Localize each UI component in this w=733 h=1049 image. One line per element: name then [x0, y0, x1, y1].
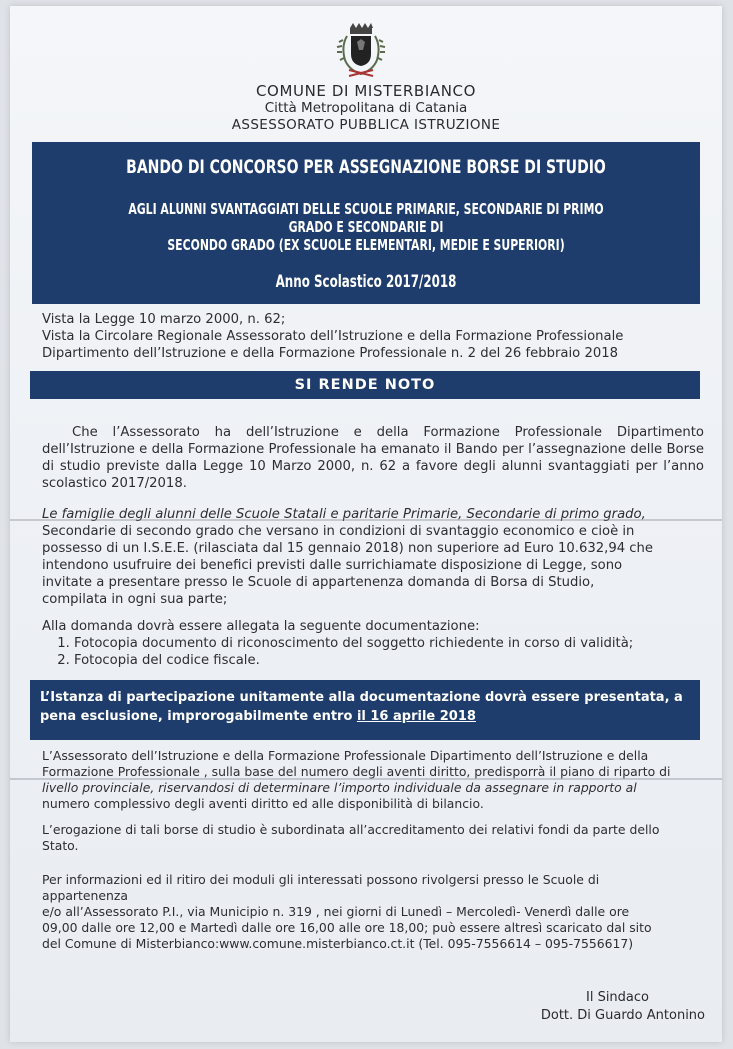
vista-line: Vista la Legge 10 marzo 2000, n. 62;	[42, 312, 286, 327]
documentazione-list	[42, 635, 704, 669]
istanza-text: pena esclusione, improrogabilmente entro	[40, 709, 357, 724]
paragraph-line: Le famiglie degli alunni delle Scuole Statali e paritarie Primarie, Secondarie di primo grado,	[42, 507, 646, 522]
title-line-3: SECONDO GRADO (EX SCUOLE ELEMENTARI, MEDIE E SUPERIORI)	[167, 236, 565, 254]
vista-line: Dipartimento dell’Istruzione e della Formazione Professionale n. 2 del 26 febbraio 2018	[42, 346, 618, 361]
paragraph-line: 09,00 dalle ore 12,00 e Martedì dalle ore 16,00 alle ore 18,00; può essere altresì scaricato dal sito	[42, 920, 652, 935]
paragraph-line: e/o all’Assessorato P.I., via Municipio n. 319 , nei giorni di Lunedì – Mercoledì- Venerdì dalle ore	[42, 904, 630, 919]
coat-of-arms-icon	[333, 16, 389, 80]
paragraph-bando-text: Che l’Assessorato ha dell’Istruzione e della Formazione Professionale Dipartimento dell’Istruzione e della Formazione Professionale ha emanato il Bando per l’assegnazione delle Borse di studio previste dalla Legge 10 Marzo 2000, n. 62 a favore degli alunni svantaggiati per l’anno scolastico 2017/2018.	[42, 425, 704, 491]
paragraph-line: Formazione Professionale , sulla base del numero degli aventi diritto, predisporrà il piano di riparto di	[42, 764, 671, 779]
istanza-banner	[30, 680, 700, 740]
signature-block	[450, 989, 705, 1025]
vista-block	[42, 311, 702, 362]
documentazione-block	[42, 618, 704, 669]
paragraph-line: possesso di un I.S.E.E. (rilasciata dal 15 gennaio 2018) non superiore ad Euro 10.632,94 che	[42, 541, 654, 556]
paragraph-erogazione	[42, 822, 710, 854]
vista-line: Vista la Circolare Regionale Assessorato dell’Istruzione e della Formazione Professionale	[42, 329, 624, 344]
paragraph-line: appartenenza	[42, 888, 128, 903]
notice-poster	[10, 6, 722, 1042]
title-line-1: BANDO DI CONCORSO PER ASSEGNAZIONE BORSE DI STUDIO	[126, 156, 606, 178]
paragraph-line: del Comune di Misterbianco:www.comune.misterbianco.ct.it (Tel. 095-7556614 – 095-7556617)	[42, 936, 634, 951]
list-item: 2. Fotocopia del codice fiscale.	[74, 652, 704, 669]
paragraph-line: Stato.	[42, 838, 79, 853]
signature-role: Il Sindaco	[585, 990, 649, 1005]
paragraph-line: numero complessivo degli aventi diritto ed alle disponibilità di bilancio.	[42, 796, 484, 811]
paragraph-informazioni	[42, 872, 710, 952]
assessorato-name: ASSESSORATO PUBBLICA ISTRUZIONE	[231, 117, 501, 133]
paragraph-line: L’Assessorato dell’Istruzione e della Formazione Professionale Dipartimento dell’Istruzione e della	[42, 748, 649, 763]
paragraph-line: compilata in ogni sua parte;	[42, 592, 228, 607]
citta-metropolitana: Città Metropolitana di Catania	[264, 100, 468, 116]
title-banner	[32, 142, 700, 304]
paragraph-line: livello provinciale, riservandosi di determinare l’importo individuale da assegnare in rapporto al	[42, 780, 637, 795]
deadline-date: il 16 aprile 2018	[356, 709, 476, 724]
documentazione-intro: Alla domanda dovrà essere allegata la seguente documentazione:	[42, 619, 480, 634]
comune-name: COMUNE DI MISTERBIANCO	[255, 82, 477, 100]
paragraph-line: Per informazioni ed il ritiro dei moduli gli interessati possono rivolgersi presso le Scuole di	[42, 872, 600, 887]
paragraph-famiglie	[42, 506, 704, 608]
list-item: 1. Fotocopia documento di riconoscimento del soggetto richiedente in corso di validità;	[74, 635, 704, 652]
signature-name: Dott. Di Guardo Antonino	[540, 1008, 705, 1023]
paragraph-riparto	[42, 748, 710, 812]
paragraph-bando	[42, 424, 704, 492]
paper-crease	[10, 519, 722, 521]
paragraph-line: intendono usufruire dei benefici previsti dalle surrichiamate disposizione di Legge, sono	[42, 558, 623, 573]
paragraph-line: L’erogazione di tali borse di studio è subordinata all’accreditamento dei relativi fondi da parte dello	[42, 822, 660, 837]
istanza-line-1: L’Istanza di partecipazione unitamente alla documentazione dovrà essere presentata, a	[40, 690, 683, 705]
paper-crease	[10, 778, 722, 780]
title-line-2: AGLI ALUNNI SVANTAGGIATI DELLE SCUOLE PRIMARIE, SECONDARIE DI PRIMO GRADO E SECONDARIE DI	[128, 200, 604, 236]
istanza-line-2	[40, 707, 690, 726]
paragraph-line: invitate a presentare presso le Scuole di appartenenza domanda di Borsa di Studio,	[42, 575, 595, 590]
paragraph-line: Secondarie di secondo grado che versano in condizioni di svantaggio economico e cioè in	[42, 524, 635, 539]
rende-noto-banner: SI RENDE NOTO	[30, 371, 700, 399]
school-year: Anno Scolastico 2017/2018	[275, 272, 457, 291]
